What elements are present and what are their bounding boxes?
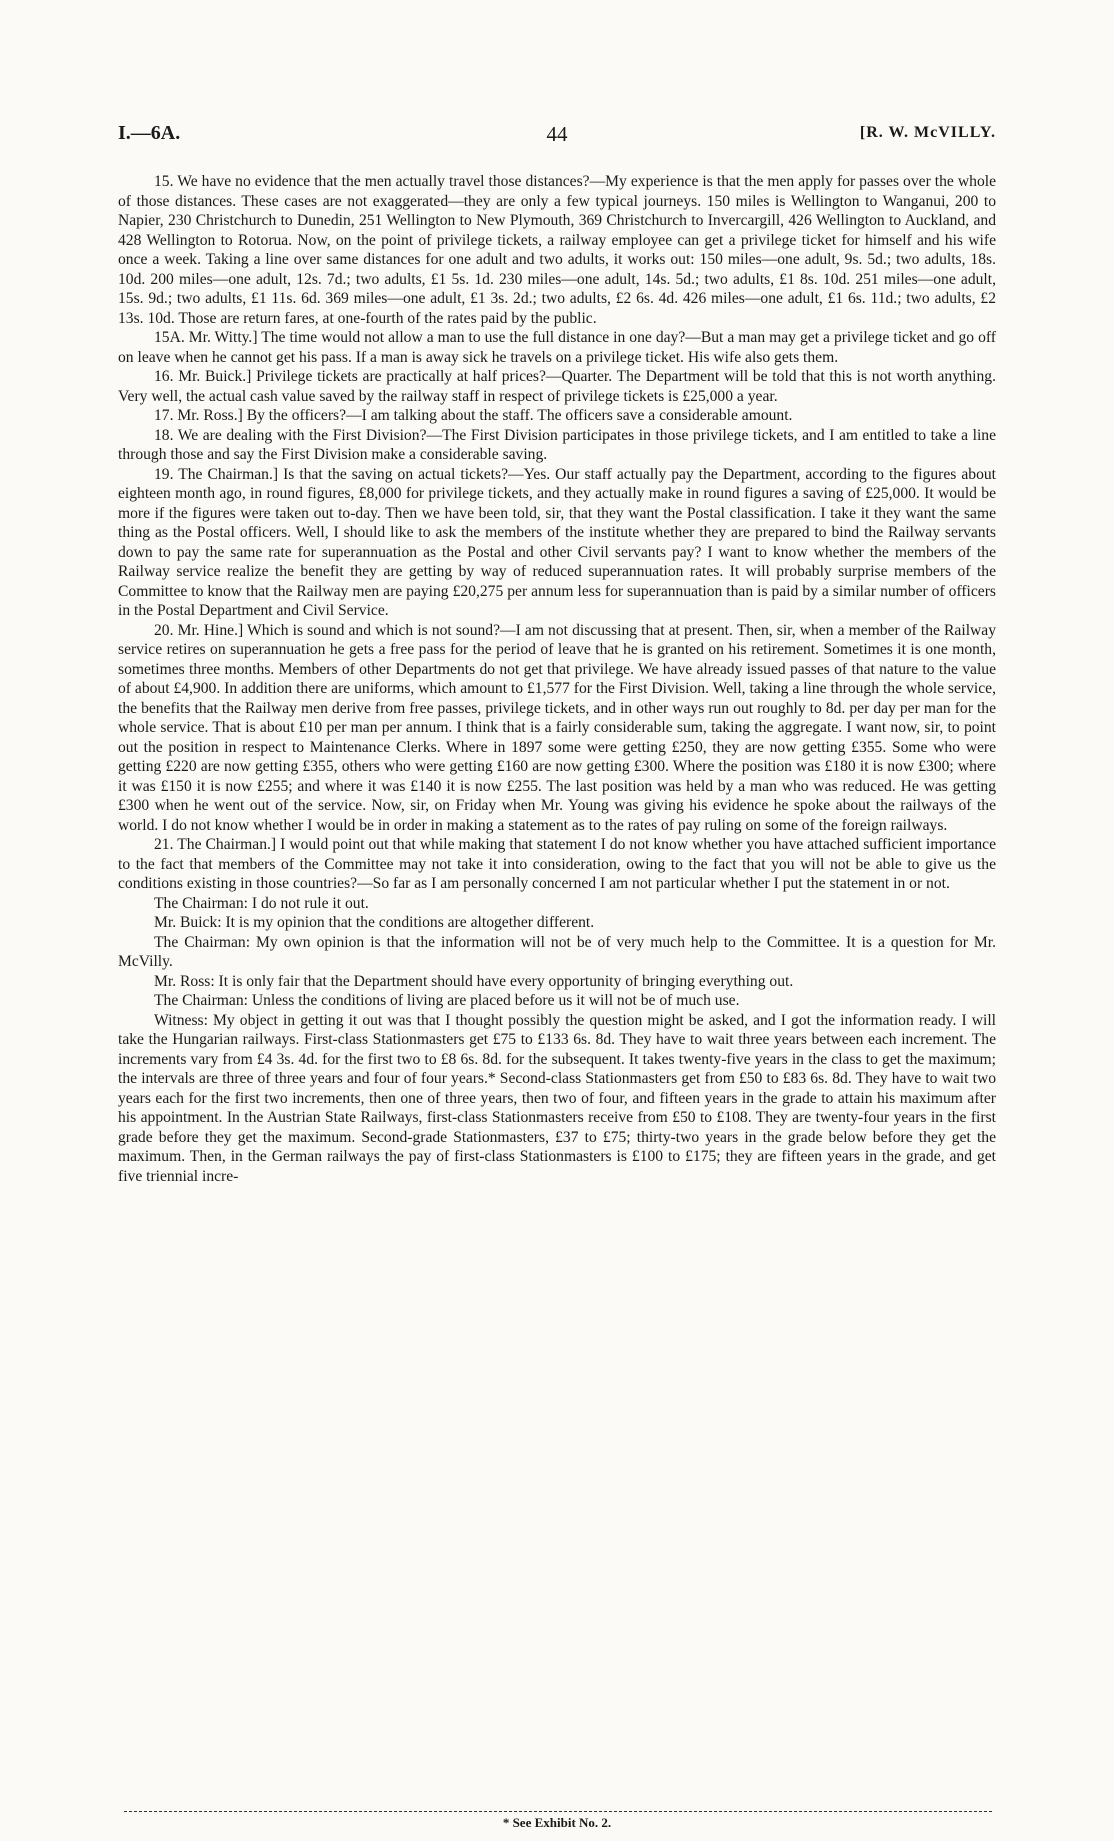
paragraph: The Chairman: Unless the conditions of living are placed before us it will not be of much use. (154, 992, 740, 1009)
paragraph: The Chairman: I do not rule it out. (154, 894, 369, 912)
paragraph: Mr. Ross: It is only fair that the Department should have every opportunity of bringing everything out. (154, 972, 794, 990)
paragraph: 15A. Mr. Witty.] The time would not allow a man to use the full distance in one day?—But a man may get a privilege ticket and go off on leave when he cannot get his pass. If a man is away sick he travels on a privilege ticket. His wife also gets them. (118, 329, 996, 366)
paragraph: 21. The Chairman.] I would point out that while making that statement I do not know whether you have attached sufficient importance to the fact that members of the Committee may not take it into consideration, owing to the fact that you will not be able to give us the conditions existing in those countries?—So far as I am personally concerned I am not particular whether I put the statement in or not. (118, 836, 996, 892)
paragraph: 19. The Chairman.] Is that the saving on actual tickets?—Yes. Our staff actually pay the Department, according to the figures about eighteen month ago, in round figures, £8,000 for privilege tickets, and they actually make in round figures a saving of £25,000. It would be more if the figures were taken out to-day. Then we have been told, sir, that they want the Postal classification. I take it they want the same thing as the Postal officers. Well, I should like to ask the members of the institute whether they are prepared to bind the Railway servants down to pay the same rate for superannuation as the Postal and other Civil servants pay? I want to know whether the members of the Railway service realize the benefit they are getting by way of reduced superannuation rates. It will probably surprise members of the Committee to know that the Railway men are paying £20,275 per annum less for superannuation than is paid by a similar number of officers in the Postal Department and Civil Service. (118, 465, 996, 619)
footnote-rule (124, 1811, 992, 1812)
page-header (118, 122, 996, 152)
paragraph: 18. We are dealing with the First Division?—The First Division participates in those privilege tickets, and I am entitled to take a line through those and say the First Division make a considerable saving. (118, 426, 996, 463)
page-number: 44 (546, 122, 568, 146)
paragraph: 15. We have no evidence that the men actually travel those distances?—My experience is that the men apply for passes over the whole of those distances. These cases are not exaggerated—they are only a few typical journeys. 150 miles is Wellington to Wanganui, 200 to Napier, 230 Christchurch to Dunedin, 251 Wellington to New Plymouth, 369 Christchurch to Invercargill, 426 Wellington to Auckland, and 428 Wellington to Rotorua. Now, on the point of privilege tickets, a railway employee can get a privilege ticket for himself and his wife once a week. Taking a line over same distances for one adult and two adults, it works out: 150 miles—one adult, 9s. 5d.; two adults, 18s. 10d. 200 miles—one adult, 12s. 7d.; two adults, £1 5s. 1d. 230 miles—one adult, 14s. 5d.; two adults, £1 8s. 10d. 251 miles—one adult, 15s. 9d.; two adults, £1 11s. 6d. 369 miles—one adult, £1 3s. 2d.; two adults, £2 6s. 4d. 426 miles—one adult, £1 6s. 11d.; two adults, £2 13s. 10d. Those are return fares, at one-fourth of the rates paid by the public. (118, 173, 996, 327)
paragraph: 17. Mr. Ross.] By the officers?—I am talking about the staff. The officers save a considerable amount. (154, 407, 793, 424)
paragraph: Witness: My object in getting it out was that I thought possibly the question might be asked, and I got the information ready. I will take the Hungarian railways. First-class Stationmasters get £75 to £133 6s. 8d. They have to wait three years between each increment. The increments vary from £4 3s. 4d. for the first two to £8 6s. 8d. for the subsequent. It takes twenty-five years in the class to get the maximum; the intervals are three of three years and four of four years.* Second-class Stationmasters get from £50 to £83 6s. 8d. They have to wait two years each for the first two increments, then one of three years, then two of four, and fifteen years in the grade to attain his maximum after his appointment. In the Austrian State Railways, first-class Stationmasters receive from £50 to £108. They are twenty-four years in the first grade before they get the maximum. Second-grade Stationmasters, £37 to £75; thirty-two years in the grade below before they get the maximum. Then, in the German railways the pay of first-class Stationmasters is £100 to £175; they are fifteen years in the grade, and get five triennial incre- (118, 1011, 996, 1185)
header-reference: I.—6A. (118, 122, 181, 144)
header-witness: [R. W. McVILLY. (859, 124, 996, 141)
body-text (118, 172, 996, 1186)
footnote: * See Exhibit No. 2. (502, 1815, 612, 1830)
paragraph: Mr. Buick: It is my opinion that the conditions are altogether different. (154, 914, 595, 931)
paragraph: The Chairman: My own opinion is that the information will not be of very much help to the Committee. It is a question for Mr. McVilly. (118, 933, 996, 970)
paragraph: 20. Mr. Hine.] Which is sound and which is not sound?—I am not discussing that at present. Then, sir, when a member of the Railway service retires on superannuation he gets a free pass for the period of leave that he is granted on his retirement. Sometimes it is one month, sometimes three months. Members of other Departments do not get that privilege. We have already issued passes of that nature to the value of about £4,900. In addition there are uniforms, which amount to £1,577 for the First Division. Well, taking a line through the whole service, the benefits that the Railway men derive from free passes, privilege tickets, and in other ways run out roughly to 8d. per day per man for the whole service. That is about £10 per man per annum. I think that is a fairly considerable sum, taking the aggregate. I want now, sir, to point out the position in respect to Maintenance Clerks. Where in 1897 some were getting £250, they are now getting £355. Some who were getting £220 are now getting £355, others who were getting £160 are now getting £300. Where the position was £180 it is now £300; where it was £150 it is now £255; and where it was £140 it is now £255. The last position was held by a man who was reduced. He was getting £300 when he went out of the service. Now, sir, on Friday when Mr. Young was giving his evidence he spoke about the railways of the world. I do not know whether I would be in order in making a statement as to the rates of pay ruling on some of the foreign railways. (118, 621, 996, 834)
paragraph: 16. Mr. Buick.] Privilege tickets are practically at half prices?—Quarter. The Department will be told that this is not worth anything. Very well, the actual cash value saved by the railway staff in respect of privilege tickets is £25,000 a year. (118, 368, 996, 405)
